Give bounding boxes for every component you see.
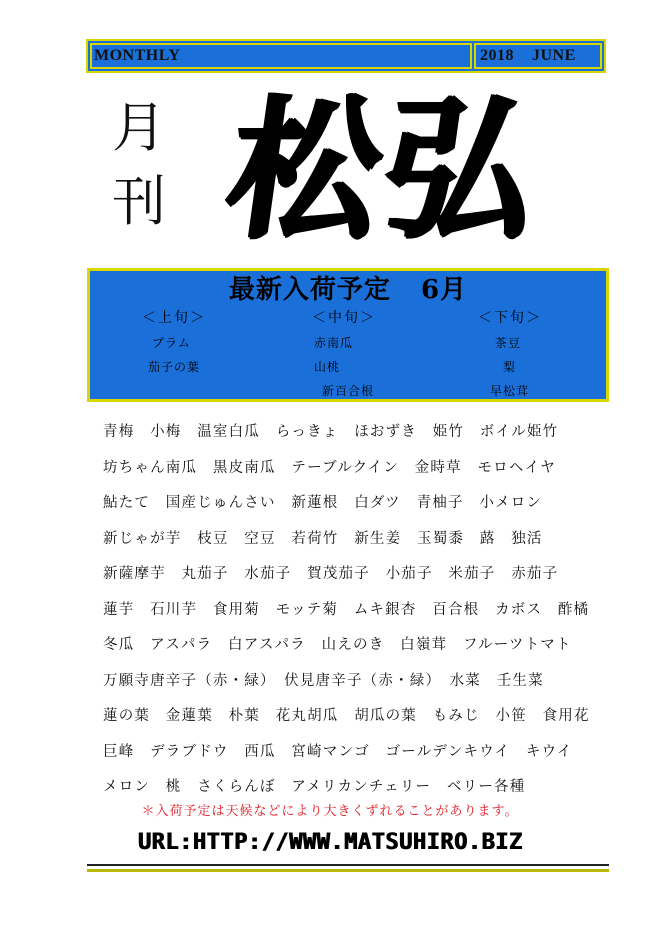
footer-rule bbox=[87, 864, 609, 866]
produce-line: 新薩摩芋 丸茄子 水茄子 賀茂茄子 小茄子 米茄子 赤茄子 bbox=[103, 566, 559, 582]
header-bar bbox=[86, 39, 606, 73]
schedule-heading-early: ＜上旬＞ bbox=[142, 310, 206, 326]
produce-list bbox=[103, 420, 633, 811]
produce-line: 万願寺唐辛子（赤・緑） 伏見唐辛子（赤・緑） 水菜 壬生菜 bbox=[103, 672, 544, 689]
produce-line: 鮎たて 国産じゅんさい 新蓮根 白ダツ 青柚子 小メロン bbox=[103, 495, 543, 511]
website-url-link[interactable]: URL:HTTP://WWW.MATSUHIRO.BIZ bbox=[137, 830, 523, 855]
header-monthly: MONTHLY bbox=[90, 43, 472, 69]
schedule-item: 梨 bbox=[503, 360, 517, 374]
title-kan: 刊 bbox=[112, 170, 166, 233]
schedule-item: 新百合根 bbox=[322, 384, 375, 398]
schedule-item: 山桃 bbox=[314, 360, 341, 374]
produce-line: 巨峰 デラブドウ 西瓜 宮崎マンゴ ゴールデンキウイ キウイ bbox=[103, 743, 573, 760]
produce-line: 蓮の葉 金蓮葉 朴葉 花丸胡瓜 胡瓜の葉 もみじ 小笹 食用花 bbox=[103, 708, 590, 724]
schedule-title: 最新入荷予定 6月 bbox=[228, 275, 468, 305]
produce-line: メロン 桃 さくらんぼ アメリカンチェリー ベリー各種 bbox=[103, 779, 526, 795]
schedule-heading-mid: ＜中旬＞ bbox=[312, 310, 376, 326]
arrival-note: ＊入荷予定は天候などにより大きくずれることがあります。 bbox=[141, 804, 519, 819]
title-tsuki: 月 bbox=[112, 96, 166, 159]
produce-line: 青梅 小梅 温室白瓜 らっきょ ほおずき 姫竹 ボイル姫竹 bbox=[103, 424, 559, 440]
header-date: 2018 JUNE bbox=[474, 43, 602, 69]
schedule-box bbox=[87, 268, 609, 402]
schedule-heading-late: ＜下旬＞ bbox=[478, 310, 542, 326]
schedule-item: 茶豆 bbox=[495, 336, 522, 350]
produce-line: 坊ちゃん南瓜 黒皮南瓜 テーブルクイン 金時草 モロヘイヤ bbox=[103, 459, 556, 476]
produce-line: 蓮芋 石川芋 食用菊 モッテ菊 ムキ銀杏 百合根 カボス 酢橘 bbox=[103, 601, 590, 618]
title-logo: 松弘 bbox=[217, 80, 551, 260]
produce-line: 冬瓜 アスパラ 白アスパラ 山えのき 白嶺茸 フルーツトマト bbox=[103, 637, 572, 653]
schedule-item: 赤南瓜 bbox=[314, 336, 354, 350]
schedule-item: 早松茸 bbox=[490, 384, 530, 398]
schedule-item: 茄子の葉 bbox=[148, 360, 201, 374]
produce-line: 新じゃが芋 枝豆 空豆 若荷竹 新生姜 玉蜀黍 蕗 独活 bbox=[103, 530, 543, 547]
schedule-item: プラム bbox=[152, 336, 191, 350]
footer-rule-accent bbox=[87, 869, 609, 872]
